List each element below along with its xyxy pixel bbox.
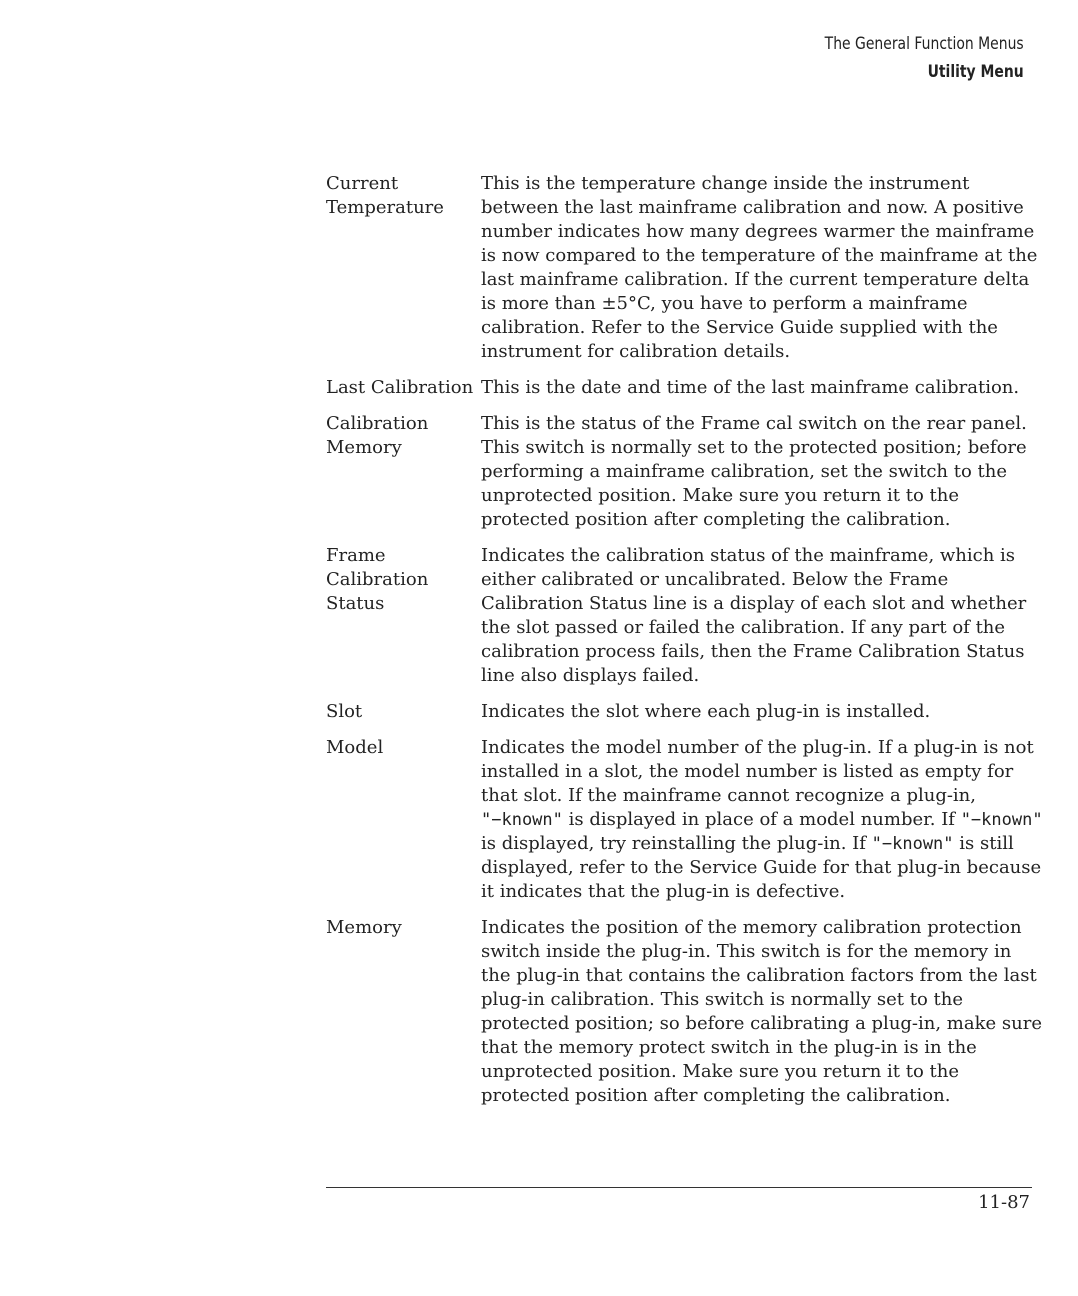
term-label: Frame Calibration Status — [326, 545, 429, 614]
term-definition: This is the temperature change inside the instrument between the last mainframe calibration and now. A positive number indicates how many degrees warmer the mainframe is now compared to the temperature of the mainframe at the last mainframe calibration. If the current temperature delta is more than ±5°C, you have to perform a mainframe calibration. Refer to the Service Guide supplied with the instrument for calibration details. — [481, 173, 1038, 362]
definition-entry-frame-calibration-status — [326, 544, 1046, 688]
definition-entry-model — [326, 736, 1046, 904]
definition-list — [326, 172, 1046, 1120]
footer-rule — [326, 1187, 1032, 1188]
term-label: Calibration Memory — [326, 413, 429, 458]
term-definition: Indicates the position of the memory calibration protection switch inside the plug-in. This switch is for the memory in the plug-in that contains the calibration factors from the last plug-in calibration. This switch is normally set to the protected position; so before calibrating a plug-in, make sure that the memory protect switch in the plug-in is in the unprotected position. Make sure you return it to the protected position after completing the calibration. — [481, 917, 1042, 1106]
term-definition: Indicates the slot where each plug-in is installed. — [481, 701, 931, 722]
unknown-code: "−known" — [871, 834, 954, 854]
term-label: Memory — [326, 917, 402, 938]
unknown-code: "−known" — [481, 810, 563, 830]
term-label: Last Calibration — [326, 377, 474, 398]
definition-entry-memory — [326, 916, 1046, 1108]
definition-entry-last-calibration — [326, 376, 1046, 400]
chapter-title: The General Function Menus — [825, 34, 1024, 54]
term-label: Current Temperature — [326, 173, 444, 218]
term-definition: This is the date and time of the last mainframe calibration. — [481, 377, 1020, 398]
definition-entry-calibration-memory — [326, 412, 1046, 532]
definition-entry-current-temperature — [326, 172, 1046, 364]
term-definition: Indicates the model number of the plug-in. If a plug-in is not installed in a slot, the model number is listed as empty for that slot. If the mainframe cannot recognize a plug-in, "−known" is displayed in place of a model number. If "−known" is displayed, try reinstalling the plug-in. If "−known" is still displayed, refer to the Service Guide for that plug-in because it indicates that the plug-in is defective. — [481, 737, 1043, 902]
running-header — [825, 30, 1024, 86]
term-label: Model — [326, 737, 384, 758]
term-definition: Indicates the calibration status of the mainframe, which is either calibrated or uncalibrated. Below the Frame Calibration Status line is a display of each slot and whether the slot passed or failed the calibration. If any part of the calibration process fails, then the Frame Calibration Status line also displays failed. — [481, 545, 1027, 686]
definition-entry-slot — [326, 700, 1046, 724]
term-label: Slot — [326, 701, 363, 722]
section-title: Utility Menu — [927, 62, 1024, 82]
page-number: 11-87 — [978, 1192, 1030, 1213]
unknown-code: "−known" — [960, 810, 1043, 830]
term-definition: This is the status of the Frame cal switch on the rear panel. This switch is normally set to the protected position; before performing a mainframe calibration, set the switch to the unprotected position. Make sure you return it to the protected position after completing the calibration. — [481, 413, 1027, 530]
